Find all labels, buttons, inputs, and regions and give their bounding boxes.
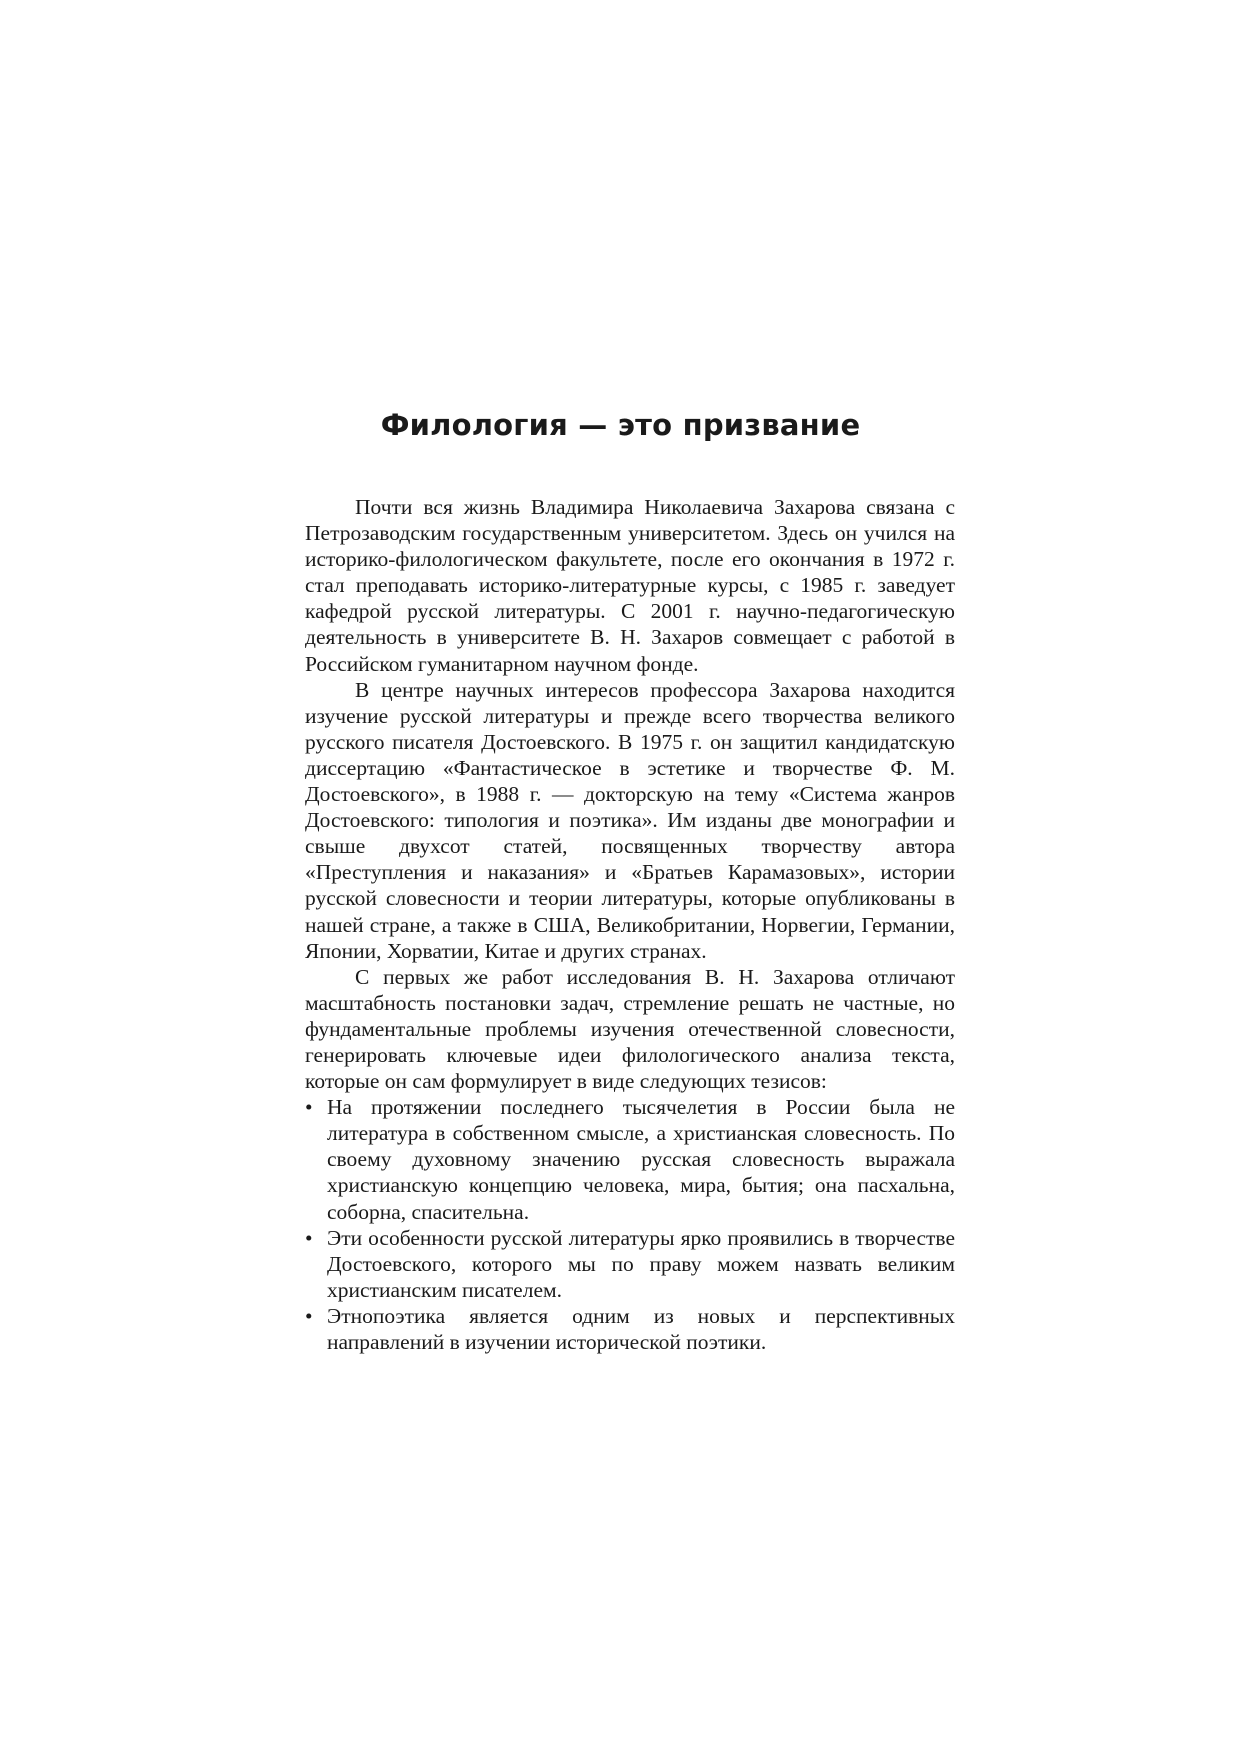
thesis-text-2: Эти особенности русской литературы ярко проявились в творчестве Достоевского, которого мы по праву можем назвать великим христианским писателем.: [327, 1225, 955, 1302]
list-item: [305, 1225, 955, 1303]
thesis-text-1: На протяжении последнего тысячелетия в России была не литература в собственном смысле, а христианская словесность. По своему духовному значению русская словесность выражала христианскую концепцию человека, мира, бытия; она пасхальна, соборна, спасительна.: [327, 1095, 955, 1224]
list-item: [305, 1094, 955, 1224]
bullet-icon: •: [305, 1225, 313, 1250]
list-item: [305, 1303, 955, 1355]
thesis-text-3: Этнопоэтика является одним из новых и перспективных направлений в изучении исторической поэтики.: [327, 1303, 955, 1354]
paragraph-2: В центре научных интересов профессора Захарова находится изучение русской литературы и прежде всего творчества великого русского писателя Достоевского. В 1975 г. он защитил кандидатскую диссертацию «Фантастическое в эстетике и творчестве Ф. М. Достоевского», в 1988 г. — докторскую на тему «Система жанров Достоевского: типология и поэтика». Им изданы две монографии и свыше двухсот статей, посвященных творчеству автора «Преступления и наказания» и «Братьев Карамазовых», истории русской словесности и теории литературы, которые опубликованы в нашей стране, а также в США, Великобритании, Норвегии, Германии, Японии, Хорватии, Китае и других странах.: [305, 677, 955, 963]
page-title: Филология — это призвание: [380, 408, 861, 442]
bullet-icon: •: [305, 1303, 313, 1328]
theses-list: [305, 1094, 955, 1355]
paragraph-3: С первых же работ исследования В. Н. Захарова отличают масштабность постановки задач, стремление решать не частные, но фундаментальные проблемы изучения отечественной словесности, генерировать ключевые идеи филологического анализа текста, которые он сам формулирует в виде следующих тезисов:: [305, 964, 955, 1094]
bullet-icon: •: [305, 1095, 313, 1120]
article-body: [305, 494, 955, 1355]
paragraph-1: Почти вся жизнь Владимира Николаевича Захарова связана с Петрозаводским государственным университетом. Здесь он учился на историко-филологическом факультете, после его окончания в 1972 г. стал преподавать историко-литературные курсы, с 1985 г. заведует кафедрой русской литературы. С 2001 г. научно-педагогическую деятельность в университете В. Н. Захаров совмещает с работой в Российском гуманитарном научном фонде.: [305, 495, 955, 676]
